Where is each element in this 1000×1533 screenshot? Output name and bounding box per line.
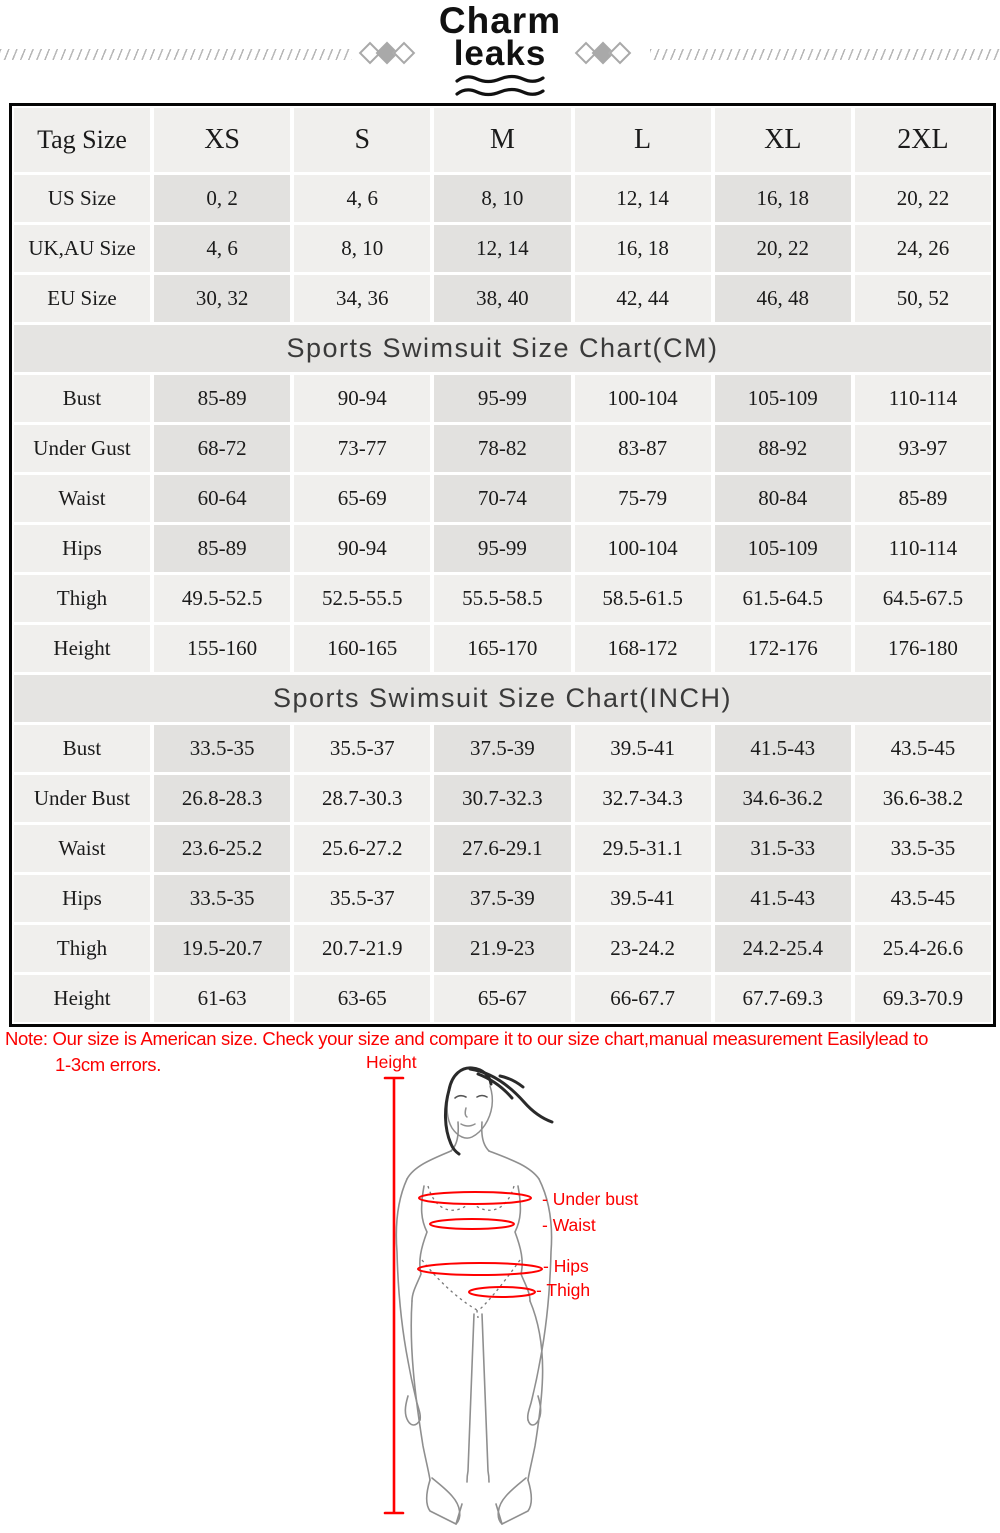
value-cell: 61.5-64.5 (715, 575, 851, 622)
table-row (14, 825, 991, 872)
size-header-cell: S (294, 108, 430, 172)
value-cell: 20, 22 (855, 175, 991, 222)
row-label-cell: US Size (14, 175, 150, 222)
value-cell: 100-104 (575, 525, 711, 572)
value-cell: 90-94 (294, 375, 430, 422)
brand-logo-line1: Charm (438, 0, 562, 41)
value-cell: 37.5-39 (434, 725, 570, 772)
value-cell: 165-170 (434, 625, 570, 672)
size-header-cell: XL (715, 108, 851, 172)
row-label-cell: Hips (14, 875, 150, 922)
table-row (14, 375, 991, 422)
value-cell: 66-67.7 (575, 975, 711, 1022)
value-cell: 21.9-23 (434, 925, 570, 972)
value-cell: 78-82 (434, 425, 570, 472)
value-cell: 55.5-58.5 (434, 575, 570, 622)
value-cell: 110-114 (855, 525, 991, 572)
size-note-line2: 1-3cm errors. (55, 1054, 162, 1075)
value-cell: 8, 10 (294, 225, 430, 272)
value-cell: 69.3-70.9 (855, 975, 991, 1022)
value-cell: 176-180 (855, 625, 991, 672)
value-cell: 35.5-37 (294, 725, 430, 772)
table-row (14, 925, 991, 972)
table-row (14, 625, 991, 672)
value-cell: 46, 48 (715, 275, 851, 322)
value-cell: 23-24.2 (575, 925, 711, 972)
tag-size-header-cell: Tag Size (14, 108, 150, 172)
value-cell: 155-160 (154, 625, 290, 672)
row-label-cell: Under Bust (14, 775, 150, 822)
under-bust-label: - Under bust (542, 1189, 639, 1209)
value-cell: 80-84 (715, 475, 851, 522)
value-cell: 20.7-21.9 (294, 925, 430, 972)
row-label-cell: Bust (14, 725, 150, 772)
value-cell: 31.5-33 (715, 825, 851, 872)
value-cell: 70-74 (434, 475, 570, 522)
value-cell: 23.6-25.2 (154, 825, 290, 872)
value-cell: 30, 32 (154, 275, 290, 322)
value-cell: 20, 22 (715, 225, 851, 272)
value-cell: 105-109 (715, 525, 851, 572)
diamond-icon (609, 41, 632, 64)
value-cell: 12, 14 (575, 175, 711, 222)
table-row (14, 525, 991, 572)
value-cell: 16, 18 (575, 225, 711, 272)
value-cell: 26.8-28.3 (154, 775, 290, 822)
row-label-cell: Waist (14, 825, 150, 872)
table-row (14, 725, 991, 772)
value-cell: 168-172 (575, 625, 711, 672)
row-label-cell: UK,AU Size (14, 225, 150, 272)
row-label-cell: Thigh (14, 575, 150, 622)
value-cell: 61-63 (154, 975, 290, 1022)
value-cell: 93-97 (855, 425, 991, 472)
size-table (9, 103, 996, 1027)
size-header-cell: L (575, 108, 711, 172)
hatch-line-ornament-right (650, 49, 1000, 60)
value-cell: 24.2-25.4 (715, 925, 851, 972)
value-cell: 29.5-31.1 (575, 825, 711, 872)
size-header-cell: 2XL (855, 108, 991, 172)
table-row (14, 275, 991, 322)
value-cell: 24, 26 (855, 225, 991, 272)
row-label-cell: Hips (14, 525, 150, 572)
value-cell: 39.5-41 (575, 725, 711, 772)
value-cell: 58.5-61.5 (575, 575, 711, 622)
value-cell: 60-64 (154, 475, 290, 522)
value-cell: 33.5-35 (154, 875, 290, 922)
value-cell: 33.5-35 (154, 725, 290, 772)
value-cell: 43.5-45 (855, 725, 991, 772)
cm-section-banner: Sports Swimsuit Size Chart(CM) (14, 325, 991, 372)
table-header-row (14, 108, 991, 172)
value-cell: 95-99 (434, 525, 570, 572)
value-cell: 75-79 (575, 475, 711, 522)
row-label-cell: Bust (14, 375, 150, 422)
hips-label: - Hips (543, 1256, 589, 1276)
value-cell: 30.7-32.3 (434, 775, 570, 822)
body-measurement-figure (0, 1056, 1000, 1533)
value-cell: 110-114 (855, 375, 991, 422)
value-cell: 4, 6 (294, 175, 430, 222)
value-cell: 67.7-69.3 (715, 975, 851, 1022)
value-cell: 28.7-30.3 (294, 775, 430, 822)
table-row (14, 475, 991, 522)
table-row (14, 875, 991, 922)
brand-header (0, 0, 1000, 103)
value-cell: 36.6-38.2 (855, 775, 991, 822)
row-label-cell: Height (14, 975, 150, 1022)
thigh-label: - Thigh (536, 1280, 591, 1300)
value-cell: 34, 36 (294, 275, 430, 322)
table-row (14, 975, 991, 1022)
table-row (14, 225, 991, 272)
row-label-cell: Under Gust (14, 425, 150, 472)
value-cell: 105-109 (715, 375, 851, 422)
value-cell: 41.5-43 (715, 875, 851, 922)
value-cell: 8, 10 (434, 175, 570, 222)
size-header-cell: XS (154, 108, 290, 172)
value-cell: 19.5-20.7 (154, 925, 290, 972)
value-cell: 34.6-36.2 (715, 775, 851, 822)
value-cell: 50, 52 (855, 275, 991, 322)
row-label-cell: Height (14, 625, 150, 672)
waist-label: - Waist (542, 1215, 596, 1235)
value-cell: 43.5-45 (855, 875, 991, 922)
size-header-cell: M (434, 108, 570, 172)
table-row (14, 175, 991, 222)
table-row (14, 425, 991, 472)
value-cell: 63-65 (294, 975, 430, 1022)
value-cell: 65-69 (294, 475, 430, 522)
value-cell: 33.5-35 (855, 825, 991, 872)
brand-logo-line2: leaks (453, 34, 547, 73)
value-cell: 90-94 (294, 525, 430, 572)
value-cell: 42, 44 (575, 275, 711, 322)
value-cell: 0, 2 (154, 175, 290, 222)
value-cell: 85-89 (855, 475, 991, 522)
row-label-cell: EU Size (14, 275, 150, 322)
value-cell: 85-89 (154, 375, 290, 422)
value-cell: 12, 14 (434, 225, 570, 272)
value-cell: 39.5-41 (575, 875, 711, 922)
value-cell: 41.5-43 (715, 725, 851, 772)
value-cell: 160-165 (294, 625, 430, 672)
value-cell: 4, 6 (154, 225, 290, 272)
row-label-cell: Thigh (14, 925, 150, 972)
value-cell: 68-72 (154, 425, 290, 472)
brand-logo (400, 0, 600, 73)
value-cell: 52.5-55.5 (294, 575, 430, 622)
value-cell: 88-92 (715, 425, 851, 472)
row-label-cell: Waist (14, 475, 150, 522)
value-cell: 25.4-26.6 (855, 925, 991, 972)
table-row (14, 775, 991, 822)
table-row (14, 575, 991, 622)
size-note-line1: Note: Our size is American size. Check your size and compare it to our size chart,manual measurement Easilylead to (5, 1028, 929, 1049)
waves-icon (455, 74, 545, 102)
hatch-line-ornament-left (0, 49, 352, 60)
value-cell: 32.7-34.3 (575, 775, 711, 822)
value-cell: 27.6-29.1 (434, 825, 570, 872)
value-cell: 38, 40 (434, 275, 570, 322)
inch-section-banner: Sports Swimsuit Size Chart(INCH) (14, 675, 991, 722)
value-cell: 35.5-37 (294, 875, 430, 922)
value-cell: 37.5-39 (434, 875, 570, 922)
height-label: Height (366, 1052, 417, 1072)
value-cell: 83-87 (575, 425, 711, 472)
value-cell: 73-77 (294, 425, 430, 472)
value-cell: 95-99 (434, 375, 570, 422)
value-cell: 172-176 (715, 625, 851, 672)
value-cell: 65-67 (434, 975, 570, 1022)
value-cell: 100-104 (575, 375, 711, 422)
value-cell: 85-89 (154, 525, 290, 572)
value-cell: 49.5-52.5 (154, 575, 290, 622)
value-cell: 64.5-67.5 (855, 575, 991, 622)
diamond-ornament-right (578, 46, 628, 59)
value-cell: 16, 18 (715, 175, 851, 222)
value-cell: 25.6-27.2 (294, 825, 430, 872)
